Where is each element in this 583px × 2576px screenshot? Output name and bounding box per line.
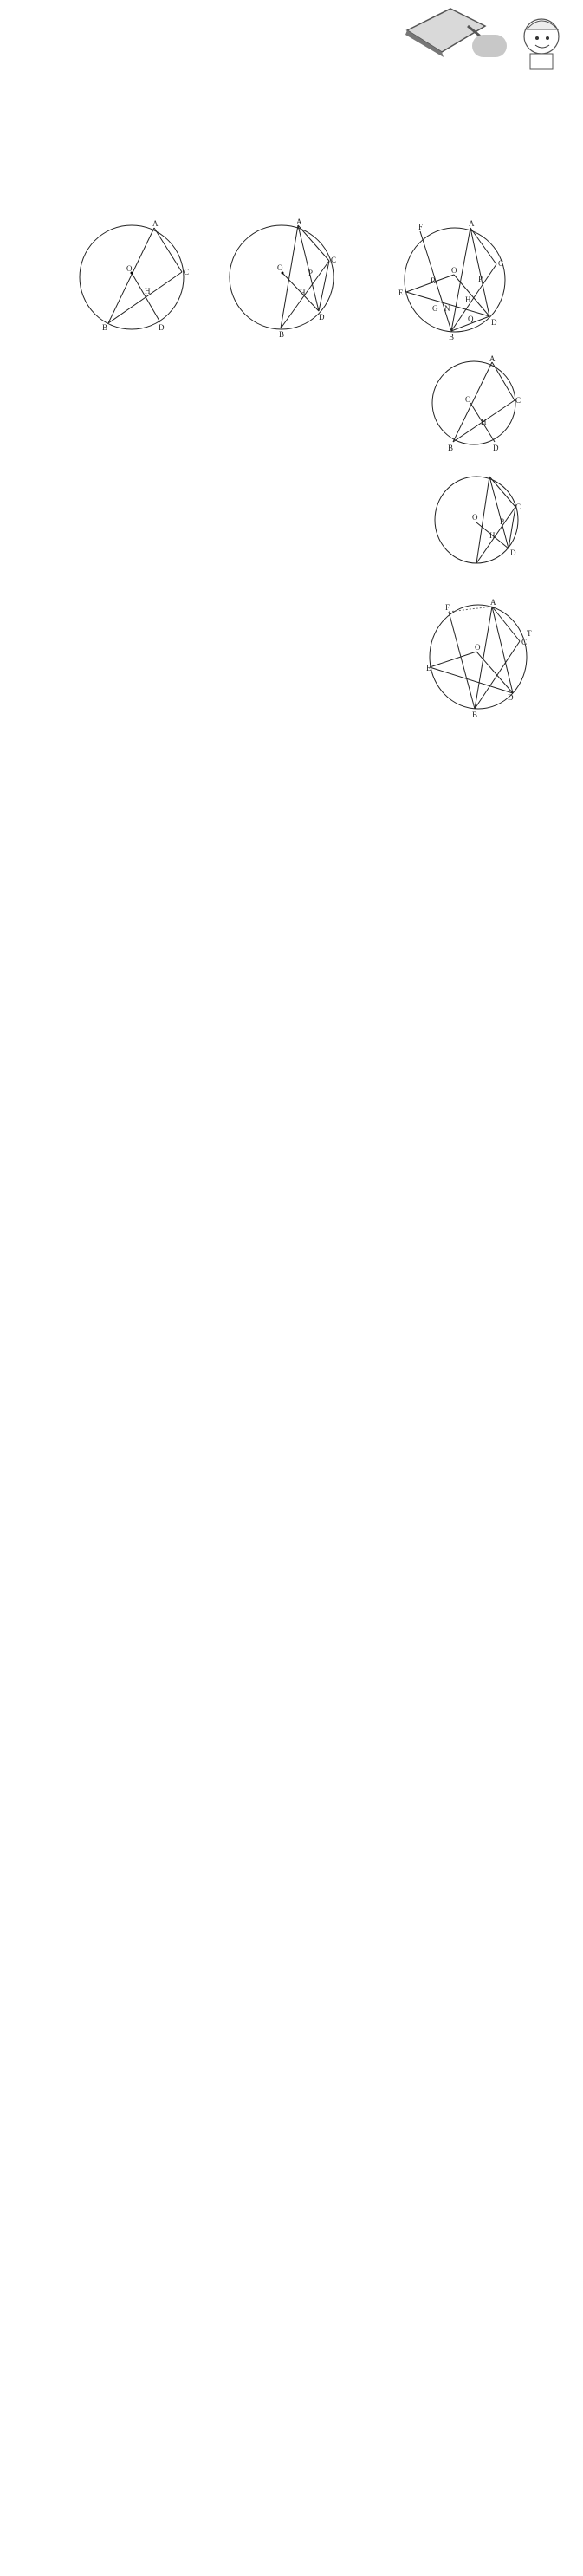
figure-2-circle-diagram — [225, 217, 347, 339]
svg-text:A: A — [469, 219, 475, 228]
svg-text:E: E — [426, 664, 431, 672]
svg-text:B: B — [448, 444, 454, 452]
svg-text:P: P — [500, 517, 505, 526]
page-header — [0, 0, 583, 69]
svg-text:Q: Q — [468, 315, 474, 323]
svg-text:A: A — [296, 217, 302, 226]
svg-text:C: C — [184, 268, 190, 276]
svg-text:C: C — [515, 396, 521, 405]
svg-text:D: D — [159, 323, 165, 332]
svg-text:H: H — [300, 289, 306, 297]
svg-text:B: B — [102, 323, 108, 332]
svg-text:D: D — [493, 444, 499, 452]
answer-figure-3 — [424, 598, 537, 719]
svg-text:O: O — [277, 263, 283, 272]
book-mascot-logo — [390, 0, 576, 69]
svg-text:R: R — [431, 276, 437, 285]
svg-text:H: H — [145, 287, 151, 295]
svg-text:A: A — [152, 219, 159, 228]
figure-1-circle-diagram — [78, 219, 199, 332]
subject-badge — [472, 35, 507, 57]
page-31 — [0, 0, 583, 832]
svg-text:C: C — [331, 256, 337, 264]
svg-text:E: E — [398, 289, 404, 297]
svg-text:P: P — [478, 275, 483, 283]
svg-text:D: D — [319, 313, 325, 321]
svg-text:D: D — [510, 548, 516, 557]
svg-text:O: O — [465, 395, 471, 404]
svg-text:O: O — [472, 513, 478, 522]
svg-text:N: N — [444, 304, 450, 313]
svg-text:A: A — [489, 354, 496, 363]
answer-figure-2 — [429, 472, 533, 572]
svg-text:B: B — [449, 333, 455, 341]
svg-text:H: H — [465, 295, 471, 304]
svg-text:C: C — [498, 259, 504, 268]
svg-text:A: A — [490, 598, 496, 607]
svg-text:O: O — [126, 264, 133, 273]
svg-text:P: P — [308, 269, 314, 277]
answer-figure-1 — [429, 355, 533, 451]
svg-text:O: O — [451, 266, 457, 275]
svg-text:O: O — [475, 643, 481, 652]
svg-text:D: D — [491, 318, 497, 327]
svg-text:F: F — [418, 223, 424, 231]
svg-text:B: B — [472, 711, 478, 719]
figure-3-circle-diagram — [394, 219, 515, 341]
svg-text:H: H — [481, 418, 487, 426]
svg-text:D: D — [508, 693, 514, 702]
svg-text:B: B — [279, 330, 285, 339]
svg-text:C: C — [521, 638, 528, 646]
svg-text:G: G — [432, 304, 438, 313]
svg-text:T: T — [527, 629, 532, 638]
svg-text:C: C — [515, 503, 521, 511]
svg-text:F: F — [445, 603, 450, 612]
svg-text:H: H — [489, 531, 496, 540]
